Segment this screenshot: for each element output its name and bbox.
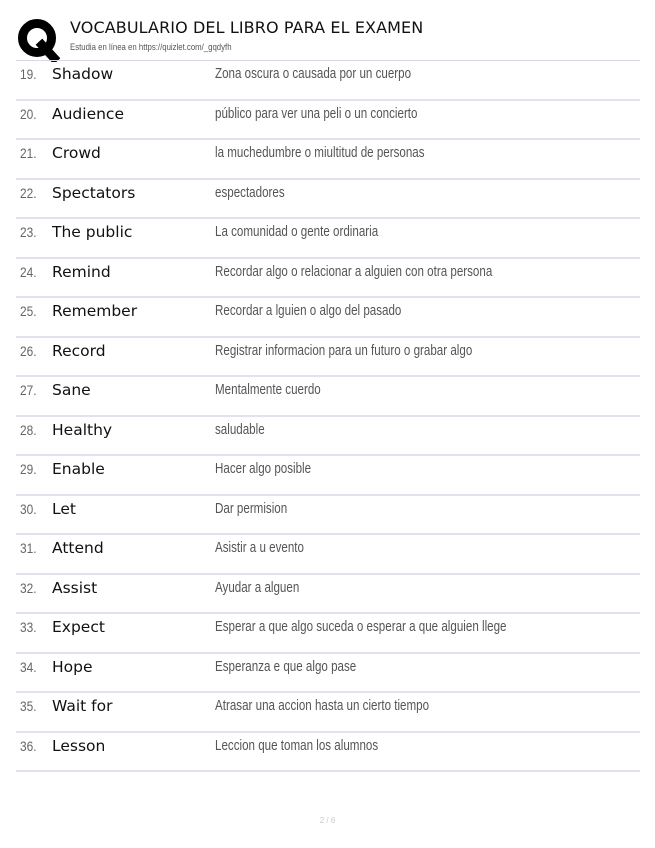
vocab-row [16,338,640,378]
vocab-row [16,456,640,496]
vocab-term: Record [52,341,106,360]
vocab-definition: saludable [215,421,265,438]
vocab-row [16,417,640,457]
item-number: 34. [20,658,37,675]
vocab-definition: Recordar algo o relacionar a alguien con otra persona [215,263,493,280]
item-number: 35. [20,698,37,714]
vocab-term: Assist [52,578,98,597]
vocab-term: Expect [52,618,105,636]
vocab-row [16,733,640,773]
vocab-term: Enable [52,460,105,478]
item-number: 24. [20,263,37,280]
vocab-row [16,140,640,180]
vocabulary-list [16,60,640,772]
vocab-term: Healthy [52,420,113,439]
vocab-term: Remind [52,262,111,281]
item-number: 20. [20,105,37,122]
vocab-term: Attend [52,539,104,557]
vocab-row [16,101,640,141]
item-number: 31. [20,540,37,556]
vocab-term: Wait for [52,697,113,715]
vocab-term: Spectators [52,183,136,202]
vocab-term: Audience [52,104,124,123]
vocab-definition: Esperanza e que algo pase [215,658,357,675]
page-header [16,16,640,60]
vocab-definition: Zona oscura o causada por un cuerpo [215,66,412,82]
vocab-definition: Atrasar una accion hasta un cierto tiempo [215,698,430,714]
vocab-row [16,535,640,575]
item-number: 19. [20,66,37,82]
item-number: 26. [20,342,37,359]
item-number: 32. [20,579,37,596]
vocab-definition: La comunidad o gente ordinaria [215,224,379,240]
vocab-row [16,219,640,259]
vocab-row [16,259,640,299]
vocab-definition: espectadores [215,184,285,201]
vocab-term: Sane [52,381,91,399]
vocab-row [16,298,640,338]
vocab-definition: público para ver una peli o un concierto [215,105,418,122]
vocab-definition: Mentalmente cuerdo [215,382,321,398]
vocab-term: Lesson [52,736,106,755]
vocab-term: Remember [52,302,138,320]
item-number: 28. [20,421,37,438]
study-online-link[interactable]: Estudia en línea en https://quizlet.com/_gqdyfh [70,42,232,53]
item-number: 30. [20,500,37,517]
vocab-row [16,496,640,536]
vocab-term: Hope [52,657,93,676]
vocab-term: Shadow [52,65,114,83]
vocab-row [16,654,640,694]
item-number: 29. [20,461,37,477]
item-number: 23. [20,224,37,240]
vocab-term: Let [52,499,76,518]
vocab-definition: Hacer algo posible [215,461,312,477]
item-number: 22. [20,184,37,201]
vocab-definition: Leccion que toman los alumnos [215,737,379,754]
vocab-definition: Asistir a u evento [215,540,304,556]
vocab-term: Crowd [52,144,101,162]
item-number: 27. [20,382,37,398]
vocab-row [16,61,640,101]
vocab-definition: Recordar a lguien o algo del pasado [215,303,402,319]
vocab-row [16,693,640,733]
document-title: VOCABULARIO DEL LIBRO PARA EL EXAMEN [70,18,424,37]
item-number: 25. [20,303,37,319]
vocab-definition: Ayudar a alguen [215,579,300,596]
vocab-definition: la muchedumbre o miultitud de personas [215,145,425,161]
quizlet-logo-icon [16,18,60,62]
item-number: 21. [20,145,37,161]
vocab-row [16,614,640,654]
vocab-term: The public [52,223,133,241]
vocab-row [16,575,640,615]
item-number: 36. [20,737,37,754]
vocab-row [16,180,640,220]
vocab-definition: Esperar a que algo suceda o esperar a que alguien llege [215,619,507,635]
vocab-definition: Dar permision [215,500,288,517]
vocab-definition: Registrar informacion para un futuro o grabar algo [215,342,473,359]
page-number: 2 / 6 [319,816,336,825]
vocab-row [16,377,640,417]
item-number: 33. [20,619,37,635]
